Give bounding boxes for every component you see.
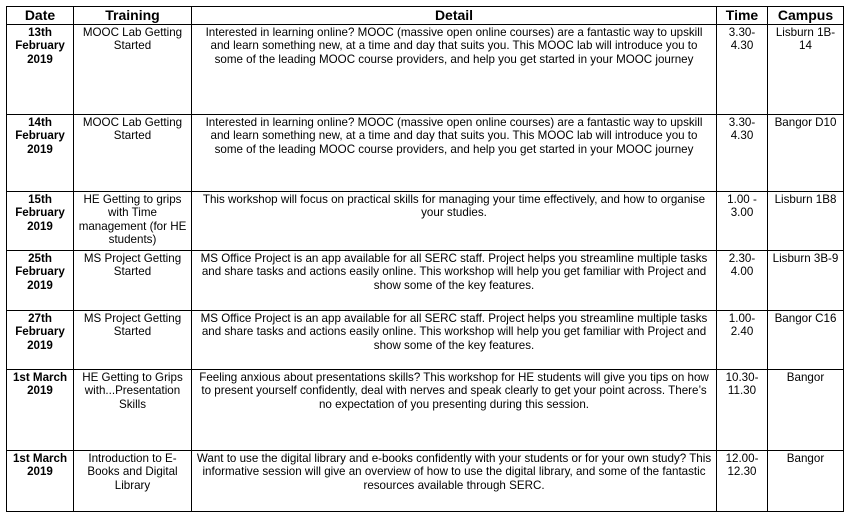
- date-cell: 27th February 2019: [7, 311, 74, 370]
- training-cell: HE Getting to Grips with...Presentation Skills: [74, 370, 192, 451]
- date-cell: 13th February 2019: [7, 25, 74, 115]
- header-detail: Detail: [192, 7, 717, 25]
- table-row: [7, 251, 844, 311]
- training-cell: HE Getting to grips with Time management (for HE students): [74, 192, 192, 251]
- training-cell: Introduction to E-Books and Digital Library: [74, 451, 192, 512]
- header-time: Time: [717, 7, 768, 25]
- time-cell: 3.30-4.30: [717, 115, 768, 192]
- date-cell: 15th February 2019: [7, 192, 74, 251]
- date-cell: 25th February 2019: [7, 251, 74, 311]
- table-row: [7, 115, 844, 192]
- table-row: [7, 192, 844, 251]
- time-cell: 12.00-12.30: [717, 451, 768, 512]
- date-cell: 1st March 2019: [7, 370, 74, 451]
- detail-cell: Interested in learning online? MOOC (massive open online courses) are a fantastic way to upskill and learn something new, at a time and day that suits you. This MOOC lab will introduce you to some of the leading MOOC course providers, and help you get started in your MOOC journey: [192, 115, 717, 192]
- campus-cell: Bangor: [768, 451, 844, 512]
- time-cell: 2.30-4.00: [717, 251, 768, 311]
- detail-cell: MS Office Project is an app available for all SERC staff. Project helps you streamline multiple tasks and share tasks and actions easily online. This workshop will help you get familiar with Project and show some of the key features.: [192, 251, 717, 311]
- training-cell: MS Project Getting Started: [74, 251, 192, 311]
- campus-cell: Lisburn 3B-9: [768, 251, 844, 311]
- date-cell: 1st March 2019: [7, 451, 74, 512]
- training-schedule-table: [6, 6, 844, 512]
- training-cell: MS Project Getting Started: [74, 311, 192, 370]
- detail-cell: MS Office Project is an app available for all SERC staff. Project helps you streamline multiple tasks and share tasks and actions easily online. This workshop will help you get familiar with Project and show some of the key features.: [192, 311, 717, 370]
- header-date: Date: [7, 7, 74, 25]
- campus-cell: Bangor D10: [768, 115, 844, 192]
- table-header-row: [7, 7, 844, 25]
- time-cell: 1.00 - 3.00: [717, 192, 768, 251]
- time-cell: 3.30-4.30: [717, 25, 768, 115]
- time-cell: 1.00-2.40: [717, 311, 768, 370]
- date-cell: 14th February 2019: [7, 115, 74, 192]
- detail-cell: This workshop will focus on practical skills for managing your time effectively, and how to organise your studies.: [192, 192, 717, 251]
- detail-cell: Want to use the digital library and e-books confidently with your students or for your own study? This informative session will give an overview of how to use the digital library, and some of the fantastic resources available through SERC.: [192, 451, 717, 512]
- table-row: [7, 370, 844, 451]
- header-campus: Campus: [768, 7, 844, 25]
- header-training: Training: [74, 7, 192, 25]
- training-cell: MOOC Lab Getting Started: [74, 115, 192, 192]
- table-row: [7, 311, 844, 370]
- time-cell: 10.30-11.30: [717, 370, 768, 451]
- table-row: [7, 451, 844, 512]
- detail-cell: Feeling anxious about presentations skills? This workshop for HE students will give you tips on how to present yourself confidently, deal with nerves and speak clearly to get your point across. There’s no expectation of you presenting during this session.: [192, 370, 717, 451]
- campus-cell: Bangor: [768, 370, 844, 451]
- training-cell: MOOC Lab Getting Started: [74, 25, 192, 115]
- table-row: [7, 25, 844, 115]
- campus-cell: Lisburn 1B8: [768, 192, 844, 251]
- campus-cell: Bangor C16: [768, 311, 844, 370]
- campus-cell: Lisburn 1B-14: [768, 25, 844, 115]
- detail-cell: Interested in learning online? MOOC (massive open online courses) are a fantastic way to upskill and learn something new, at a time and day that suits you. This MOOC lab will introduce you to some of the leading MOOC course providers, and help you get started in your MOOC journey: [192, 25, 717, 115]
